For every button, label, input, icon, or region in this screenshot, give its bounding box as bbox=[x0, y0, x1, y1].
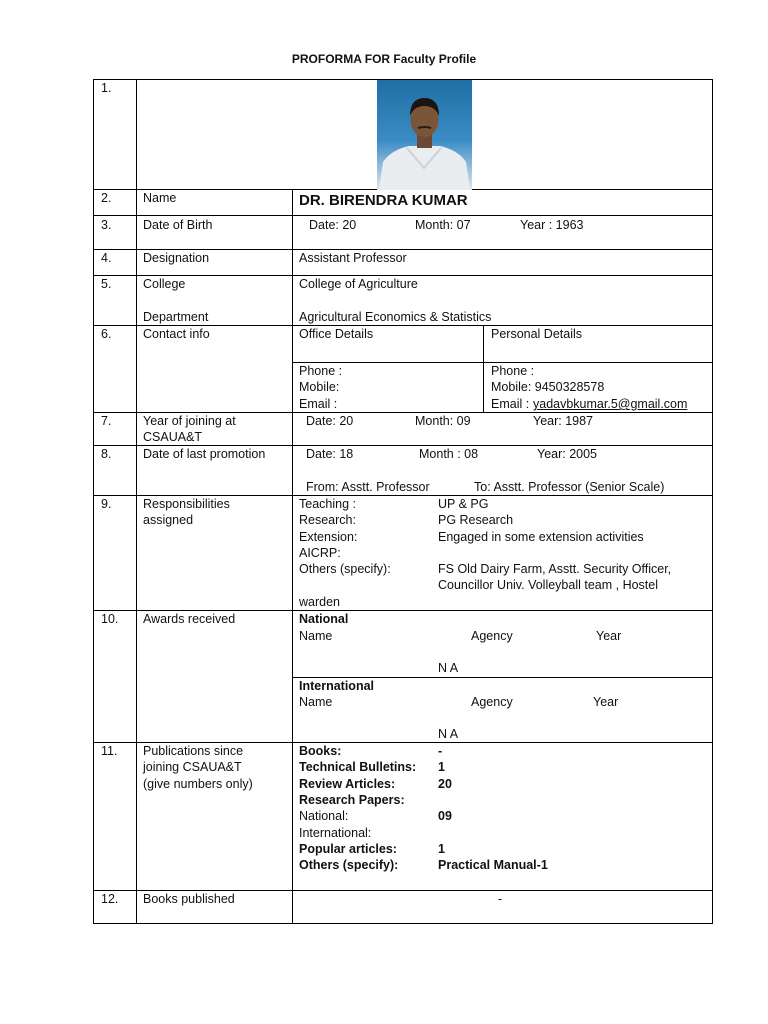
page-title: PROFORMA FOR Faculty Profile bbox=[291, 52, 477, 66]
col-divider bbox=[483, 325, 484, 413]
extension-label: Extension: bbox=[299, 530, 358, 544]
col-divider bbox=[712, 79, 713, 924]
aicrp-label: AICRP: bbox=[299, 546, 341, 560]
field-label-name: Name bbox=[143, 191, 177, 205]
office-email: Email : bbox=[299, 397, 338, 411]
department-value: Agricultural Economics & Statistics bbox=[299, 310, 492, 324]
research-label: Research: bbox=[299, 513, 356, 527]
field-label-department: Department bbox=[143, 310, 209, 324]
field-label-joining-line2: CSAUA&T bbox=[143, 430, 203, 444]
personal-phone: Phone : bbox=[491, 364, 535, 378]
profile-photo bbox=[377, 80, 472, 190]
national-col-name: Name bbox=[299, 629, 333, 643]
row-number: 10. bbox=[101, 612, 119, 626]
field-label-publications-line2: joining CSAUA&T bbox=[143, 760, 242, 774]
row-number: 11. bbox=[101, 744, 118, 758]
faculty-name: DR. BIRENDRA KUMAR bbox=[299, 192, 468, 209]
college-value: College of Agriculture bbox=[299, 277, 418, 291]
others-value-line3: warden bbox=[299, 595, 340, 609]
row-number: 2. bbox=[101, 191, 112, 205]
field-label-books-published: Books published bbox=[143, 892, 235, 906]
office-details-header: Office Details bbox=[299, 327, 374, 341]
extension-value: Engaged in some extension activities bbox=[438, 530, 644, 544]
row-number: 12. bbox=[101, 892, 119, 906]
row-number: 3. bbox=[101, 218, 112, 232]
joining-month: Month: 09 bbox=[415, 414, 471, 428]
personal-mobile: Mobile: 9450328578 bbox=[491, 380, 605, 394]
dob-month: Month: 07 bbox=[415, 218, 471, 232]
bulletins-label: Technical Bulletins: bbox=[299, 760, 417, 774]
books-label: Books: bbox=[299, 744, 342, 758]
national-col-agency: Agency bbox=[471, 629, 513, 643]
books-published-value: - bbox=[498, 892, 503, 906]
promotion-date: Date: 18 bbox=[306, 447, 354, 461]
row-number: 6. bbox=[101, 327, 112, 341]
col-divider bbox=[292, 189, 293, 924]
designation-value: Assistant Professor bbox=[299, 251, 407, 265]
person-portrait-icon bbox=[377, 80, 472, 190]
national-awards-header: National bbox=[299, 612, 349, 626]
national-col-year: Year bbox=[596, 629, 622, 643]
personal-details-header: Personal Details bbox=[491, 327, 583, 341]
dob-year: Year : 1963 bbox=[520, 218, 584, 232]
personal-email-label: Email : bbox=[491, 397, 530, 411]
international-col-year: Year bbox=[593, 695, 619, 709]
office-mobile: Mobile: bbox=[299, 380, 340, 394]
dob-date: Date: 20 bbox=[309, 218, 357, 232]
review-label: Review Articles: bbox=[299, 777, 396, 791]
research-value: PG Research bbox=[438, 513, 514, 527]
international-na: N A bbox=[438, 727, 459, 741]
teaching-value: UP & PG bbox=[438, 497, 489, 511]
papers-label: Research Papers: bbox=[299, 793, 405, 807]
field-label-publications: Publications since bbox=[143, 744, 244, 758]
pub-others-label: Others (specify): bbox=[299, 858, 399, 872]
international-col-name: Name bbox=[299, 695, 333, 709]
national-na: N A bbox=[438, 661, 459, 675]
field-label-promotion: Date of last promotion bbox=[143, 447, 266, 461]
bulletins-value: 1 bbox=[438, 760, 445, 774]
teaching-label: Teaching : bbox=[299, 497, 356, 511]
row-number: 4. bbox=[101, 251, 112, 265]
popular-value: 1 bbox=[438, 842, 445, 856]
row-number: 8. bbox=[101, 447, 112, 461]
row-divider bbox=[93, 215, 713, 216]
joining-year: Year: 1987 bbox=[533, 414, 594, 428]
field-label-responsibilities-line2: assigned bbox=[143, 513, 194, 527]
international-papers-label: International: bbox=[299, 826, 372, 840]
field-label-dob: Date of Birth bbox=[143, 218, 213, 232]
office-phone: Phone : bbox=[299, 364, 343, 378]
others-label: Others (specify): bbox=[299, 562, 391, 576]
others-value-line2: Councillor Univ. Volleyball team , Hostel bbox=[438, 578, 659, 592]
field-label-publications-line3: (give numbers only) bbox=[143, 777, 253, 791]
field-label-joining: Year of joining at bbox=[143, 414, 236, 428]
promotion-from: From: Asstt. Professor bbox=[306, 480, 430, 494]
promotion-year: Year: 2005 bbox=[537, 447, 598, 461]
field-label-college: College bbox=[143, 277, 186, 291]
international-col-agency: Agency bbox=[471, 695, 513, 709]
col-divider bbox=[136, 79, 137, 924]
promotion-month: Month : 08 bbox=[419, 447, 479, 461]
row-number: 9. bbox=[101, 497, 112, 511]
review-value: 20 bbox=[438, 777, 452, 791]
col-divider bbox=[93, 79, 94, 924]
national-papers-value: 09 bbox=[438, 809, 452, 823]
others-value-line1: FS Old Dairy Farm, Asstt. Security Officer, bbox=[438, 562, 672, 576]
field-label-contact: Contact info bbox=[143, 327, 210, 341]
joining-date: Date: 20 bbox=[306, 414, 354, 428]
row-number: 1. bbox=[101, 81, 112, 95]
row-divider bbox=[93, 923, 713, 924]
popular-label: Popular articles: bbox=[299, 842, 397, 856]
personal-email-link[interactable]: yadavbkumar.5@gmail.com bbox=[533, 397, 688, 411]
field-label-responsibilities: Responsibilities bbox=[143, 497, 230, 511]
row-number: 7. bbox=[101, 414, 112, 428]
pub-others-value: Practical Manual-1 bbox=[438, 858, 548, 872]
row-number: 5. bbox=[101, 277, 112, 291]
international-awards-header: International bbox=[299, 679, 375, 693]
books-value: - bbox=[438, 744, 443, 758]
field-label-designation: Designation bbox=[143, 251, 210, 265]
national-papers-label: National: bbox=[299, 809, 349, 823]
promotion-to: To: Asstt. Professor (Senior Scale) bbox=[474, 480, 665, 494]
field-label-awards: Awards received bbox=[143, 612, 236, 626]
